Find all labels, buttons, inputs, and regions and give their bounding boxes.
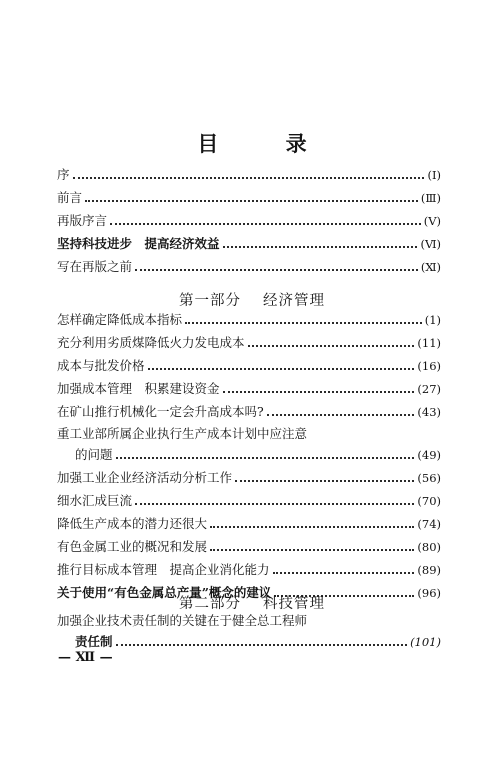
toc-entry-label: 充分利用劣质煤降低火力发电成本 (57, 335, 245, 350)
dot-leader (110, 223, 421, 225)
dot-leader (116, 644, 408, 646)
dot-leader (116, 457, 415, 459)
toc-entry[interactable] (75, 633, 441, 651)
part2-name: 科技管理 (263, 596, 325, 612)
toc-entry-label: 前言 (57, 190, 83, 205)
toc-entry-label: 在矿山推行机械化一定会升高成本吗? (57, 404, 264, 419)
toc-entry-page: (27) (417, 382, 441, 396)
toc-entry-page: (Ⅴ) (423, 214, 441, 228)
toc-entry[interactable] (57, 469, 441, 487)
toc-entry[interactable] (57, 492, 441, 510)
toc-entry-page: (70) (417, 494, 441, 508)
toc-entry[interactable] (57, 561, 441, 579)
toc-entry-page: (Ⅺ) (420, 260, 441, 274)
toc-entry-label: 成本与批发价格 (57, 358, 145, 373)
toc-entry-label: 降低生产成本的潜力还很大 (57, 516, 208, 531)
toc-entry-label-continued: 的问题 (75, 447, 113, 462)
toc-entry[interactable] (57, 166, 441, 184)
toc-entry-page: (Ⅵ) (420, 237, 441, 251)
toc-entry-label: 加强工业企业经济活动分析工作 (57, 470, 233, 485)
toc-entry[interactable] (57, 515, 441, 533)
toc-entry-label: 加强成本管理 积累建设资金 (57, 381, 220, 396)
toc-entry-label: 推行目标成本管理 提高企业消化能力 (57, 562, 270, 577)
toc-entry-page: (1) (424, 313, 441, 327)
dot-leader (73, 177, 425, 179)
toc-entry-label: 序 (57, 167, 70, 182)
toc-entry-page: (49) (417, 448, 441, 462)
dot-leader (148, 368, 415, 370)
toc-entry-label: 怎样确定降低成本指标 (57, 312, 183, 327)
dot-leader (223, 391, 415, 393)
dot-leader (135, 503, 414, 505)
part2-heading-text (0, 592, 504, 613)
toc-entry[interactable] (57, 258, 441, 276)
toc-entry[interactable] (57, 380, 441, 398)
part1-heading (0, 289, 504, 310)
toc-entry-label[interactable]: 加强企业技术责任制的关键在于健全总工程师 (57, 613, 308, 628)
toc-entry-page: (96) (417, 586, 441, 600)
toc-entry-page: (43) (417, 405, 441, 419)
toc-entry[interactable] (57, 357, 441, 375)
dot-leader (210, 549, 414, 551)
toc-entry-page: (101) (410, 635, 441, 649)
page-folio: — Ⅻ — (58, 650, 113, 665)
toc-entry[interactable] (57, 189, 441, 207)
toc-entry-label: 再版序言 (57, 213, 108, 228)
toc-entry-label: 细水汇成巨流 (57, 493, 133, 508)
dot-leader (223, 246, 418, 248)
toc-entry-label: 坚持科技进步 提高经济效益 (57, 236, 220, 251)
toc-entry[interactable] (57, 235, 441, 253)
toc-entry[interactable] (57, 311, 441, 329)
dot-leader (248, 345, 415, 347)
toc-entry-label: 关于使用“有色金属总产量”概念的建议 (57, 585, 272, 600)
dot-leader (135, 269, 418, 271)
toc-entry-page: (89) (417, 563, 441, 577)
part2-number: 第二部分 (179, 596, 241, 612)
toc-entry[interactable] (57, 403, 441, 421)
toc-entry-page: (80) (417, 540, 441, 554)
toc-entry-label: 写在再版之前 (57, 259, 133, 274)
toc-entry-page: (Ⅲ) (420, 191, 441, 205)
dot-leader (85, 200, 418, 202)
toc-entry-page: (56) (417, 471, 441, 485)
dot-leader (185, 322, 422, 324)
part1-name: 经济管理 (263, 293, 325, 309)
toc-entry-page: (11) (417, 336, 441, 350)
toc-entry[interactable] (57, 334, 441, 352)
toc-entry-page: (Ⅰ) (427, 168, 441, 182)
toc-entry-page: (74) (417, 517, 441, 531)
toc-entry-page: (16) (417, 359, 441, 373)
toc-entry-label: 有色金属工业的概况和发展 (57, 539, 208, 554)
dot-leader (267, 414, 415, 416)
dot-leader (235, 480, 414, 482)
dot-leader (210, 526, 414, 528)
toc-entry[interactable] (57, 538, 441, 556)
toc-entry-label-continued: 责任制 (75, 634, 113, 649)
toc-entry[interactable] (75, 446, 441, 464)
part1-number: 第一部分 (179, 293, 241, 309)
page-title: 目 录 (197, 131, 337, 156)
toc-entry-label[interactable]: 重工业部所属企业执行生产成本计划中应注意 (57, 426, 308, 441)
dot-leader (273, 572, 415, 574)
toc-entry[interactable] (57, 212, 441, 230)
